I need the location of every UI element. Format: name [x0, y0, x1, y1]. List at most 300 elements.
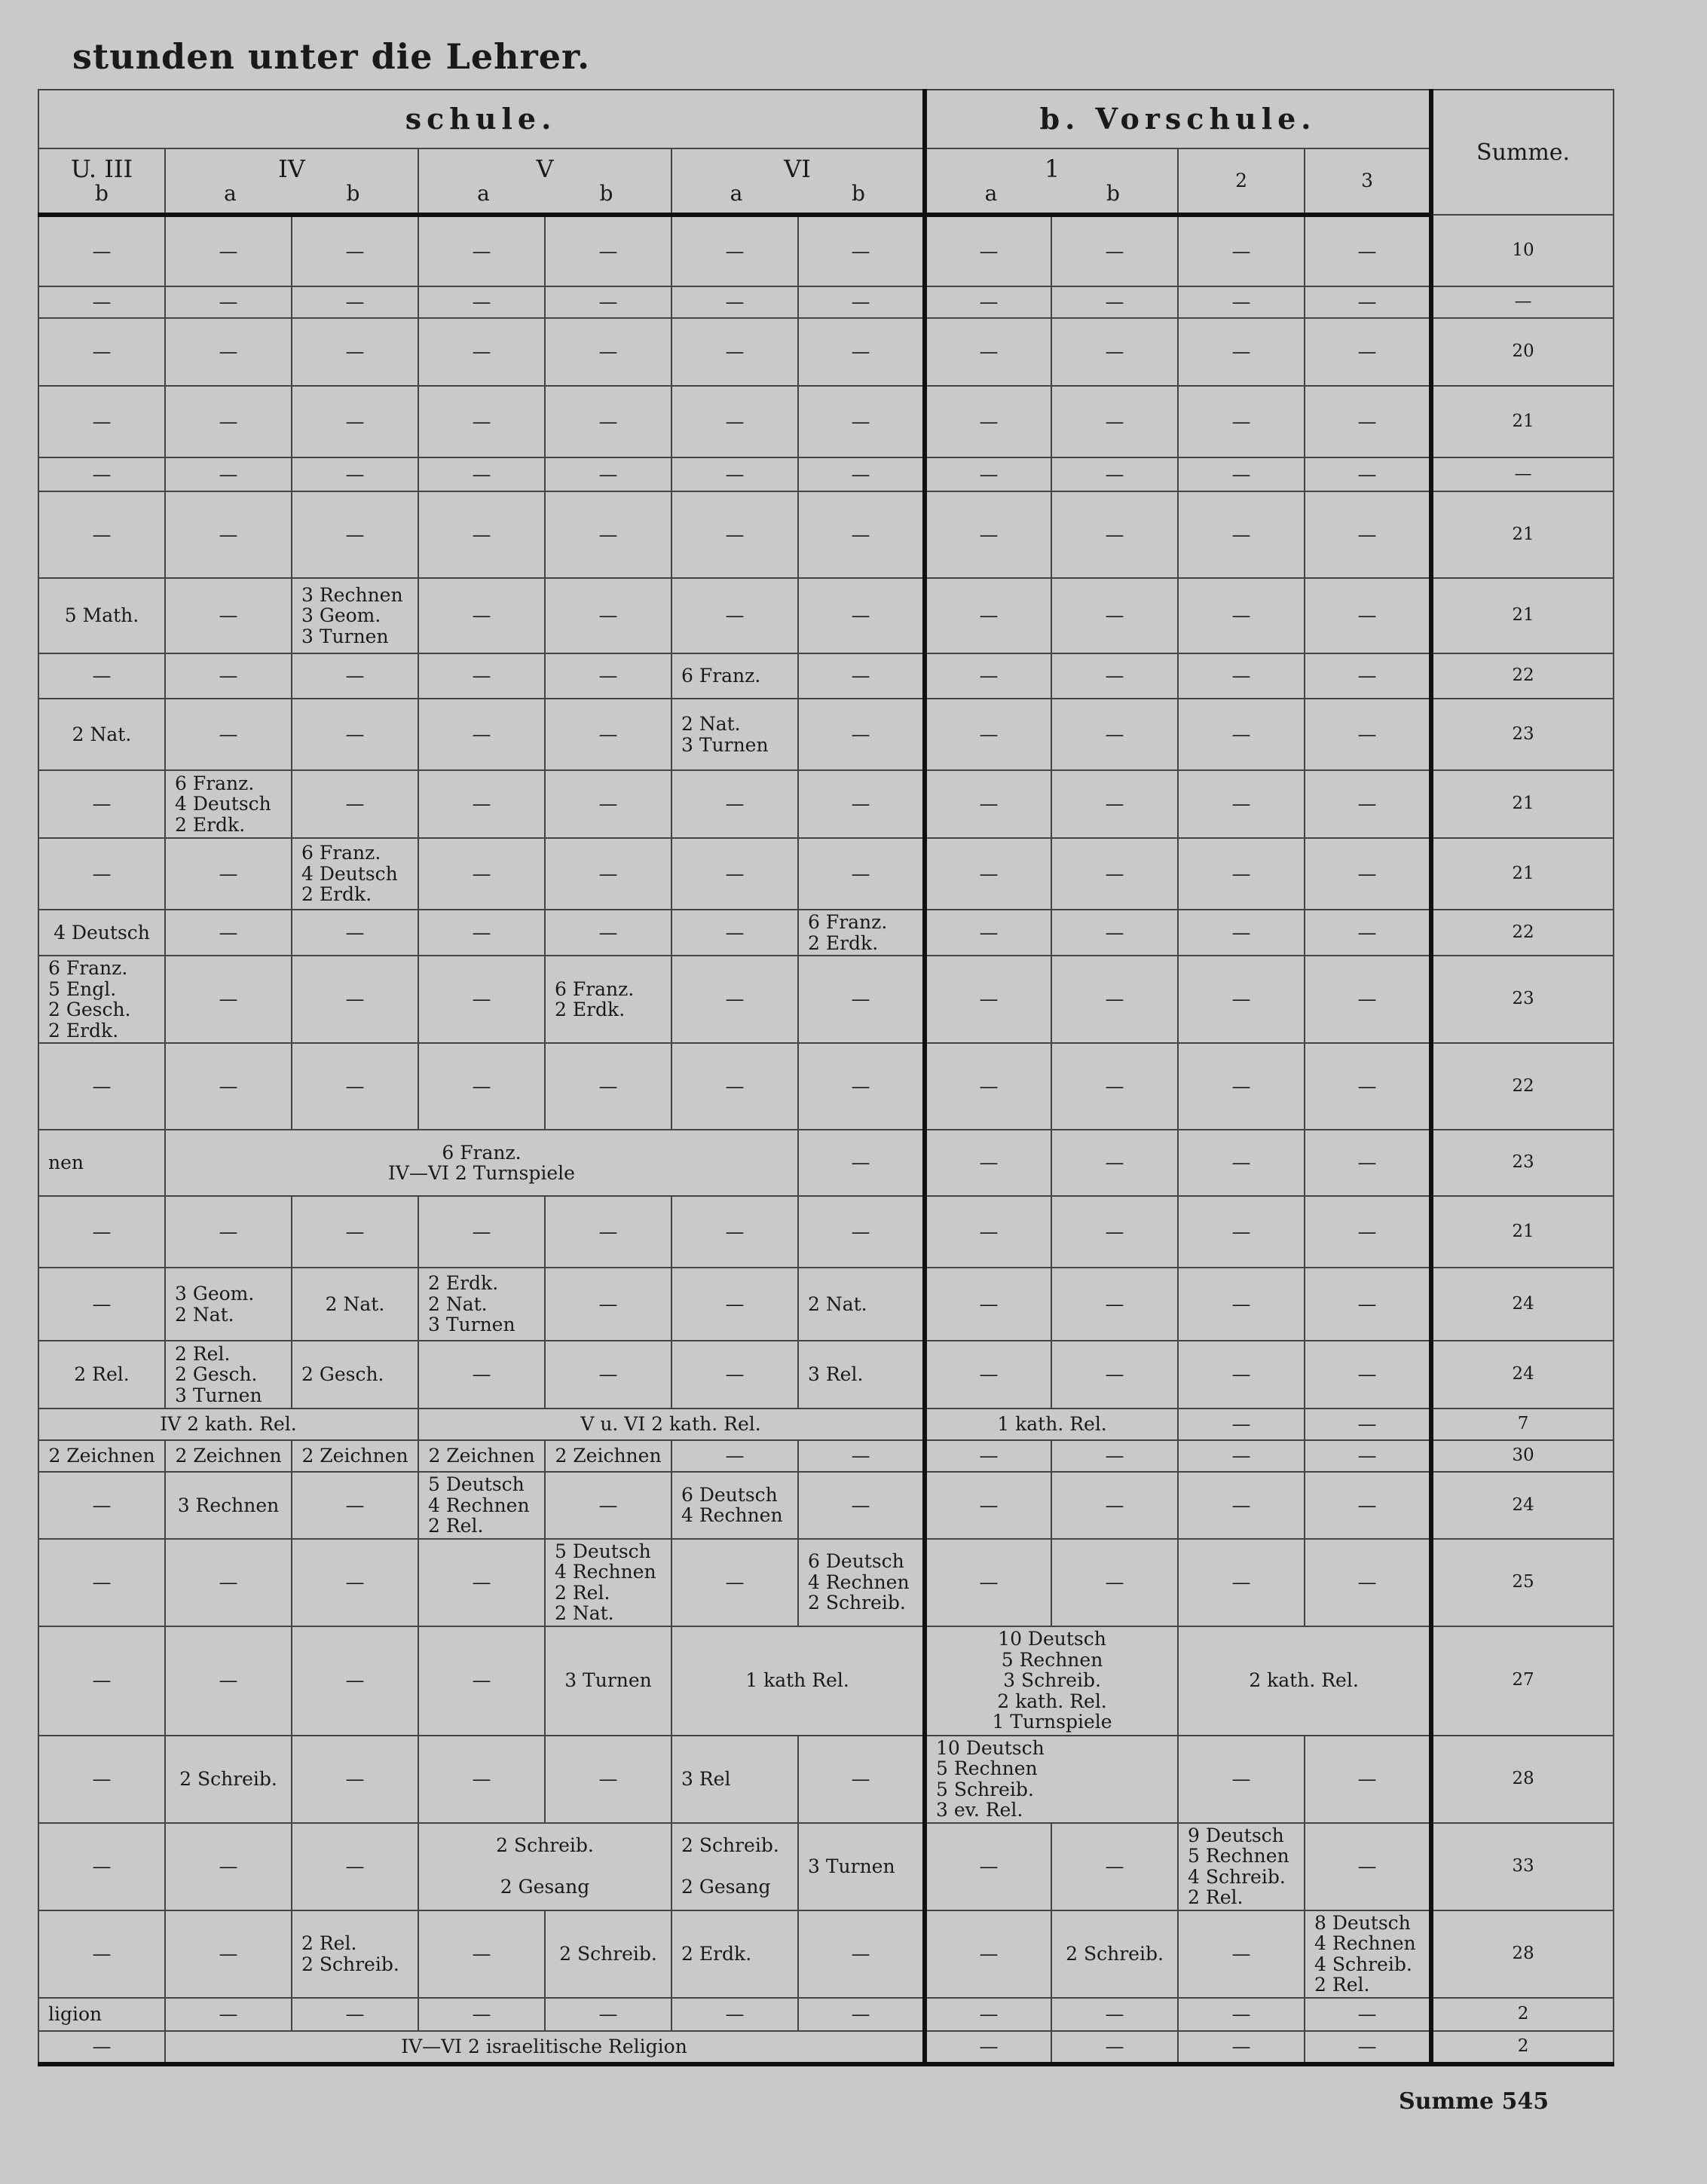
table-cell: —	[38, 386, 165, 457]
table-cell: —	[925, 2031, 1051, 2064]
table-cell: —	[1178, 1736, 1305, 1823]
table-row	[38, 1130, 1614, 1196]
table-cell: 2 Schreib. 2 Gesang	[418, 1823, 671, 1910]
table-cell: —	[671, 956, 798, 1043]
table-cell: —	[1051, 838, 1178, 910]
table-cell: —	[798, 318, 925, 386]
table-cell: —	[38, 457, 165, 491]
table-cell: —	[798, 386, 925, 457]
table-cell: —	[798, 1196, 925, 1268]
row-sum-cell: 24	[1431, 1268, 1614, 1341]
table-cell: 3 Rel	[671, 1736, 798, 1823]
table-cell: 6 Franz. 2 Erdk.	[545, 956, 671, 1043]
table-cell: —	[1305, 1196, 1431, 1268]
table-cell: 6 Franz. 4 Deutsch 2 Erdk.	[165, 770, 292, 838]
table-cell: —	[545, 386, 671, 457]
table-cell: —	[165, 910, 292, 956]
table-cell: —	[925, 838, 1051, 910]
teacher-hours-table	[38, 89, 1614, 2066]
table-cell: —	[418, 1736, 545, 1823]
table-cell: —	[165, 1196, 292, 1268]
table-cell: —	[1051, 956, 1178, 1043]
row-sum-cell: 23	[1431, 956, 1614, 1043]
table-cell: —	[545, 491, 671, 578]
table-cell: IV—VI 2 israelitische Religion	[165, 2031, 925, 2064]
table-cell: —	[1051, 1341, 1178, 1409]
table-cell: —	[1051, 286, 1178, 318]
table-cell: —	[418, 653, 545, 699]
table-cell: —	[1305, 838, 1431, 910]
table-cell: 2 Zeichnen	[38, 1440, 165, 1472]
header-vorschule-label: b. Vorschule.	[1039, 102, 1317, 136]
table-cell: —	[38, 1268, 165, 1341]
table-row	[38, 1823, 1614, 1910]
table-cell: —	[1178, 1998, 1305, 2031]
table-cell: —	[292, 1472, 418, 1539]
header-schule-label: schule.	[405, 102, 557, 136]
row-sum-cell: 27	[1431, 1626, 1614, 1736]
table-row	[38, 1626, 1614, 1736]
table-cell: —	[1178, 491, 1305, 578]
table-cell: —	[671, 491, 798, 578]
table-cell: —	[798, 1440, 925, 1472]
table-cell: —	[1051, 1043, 1178, 1130]
table-cell: —	[1178, 1539, 1305, 1626]
table-cell: —	[418, 1910, 545, 1998]
header-iv-a: a	[224, 181, 237, 206]
table-row	[38, 1043, 1614, 1130]
row-sum-cell: 23	[1431, 699, 1614, 770]
table-cell: —	[38, 1539, 165, 1626]
table-cell: —	[292, 653, 418, 699]
table-cell: —	[418, 1998, 545, 2031]
table-cell: —	[418, 457, 545, 491]
table-cell: —	[1305, 1472, 1431, 1539]
row-sum-cell: 2	[1431, 1998, 1614, 2031]
header-vs1-b: b	[1106, 181, 1120, 206]
table-cell: —	[165, 1910, 292, 1998]
header-vs1	[925, 148, 1178, 215]
table-cell: —	[1305, 1409, 1431, 1440]
table-cell: —	[925, 699, 1051, 770]
table-cell: —	[292, 1539, 418, 1626]
table-cell: —	[925, 1268, 1051, 1341]
row-sum-cell: 10	[1431, 215, 1614, 286]
table-cell: —	[925, 1043, 1051, 1130]
table-cell: —	[925, 1130, 1051, 1196]
table-cell: —	[292, 1626, 418, 1736]
table-cell: —	[925, 1998, 1051, 2031]
table-cell: —	[545, 215, 671, 286]
table-cell: —	[418, 1043, 545, 1130]
table-cell: —	[418, 770, 545, 838]
table-cell: 3 Turnen	[798, 1823, 925, 1910]
table-cell: —	[1305, 286, 1431, 318]
table-cell: —	[671, 1196, 798, 1268]
table-cell: —	[1178, 2031, 1305, 2064]
table-cell: —	[1305, 386, 1431, 457]
table-row	[38, 215, 1614, 286]
table-cell: 6 Franz. 5 Engl. 2 Gesch. 2 Erdk.	[38, 956, 165, 1043]
table-cell: —	[671, 910, 798, 956]
table-row	[38, 956, 1614, 1043]
table-cell: —	[165, 457, 292, 491]
table-row	[38, 838, 1614, 910]
table-cell: —	[925, 910, 1051, 956]
table-row	[38, 1472, 1614, 1539]
table-cell: 2 Schreib.	[165, 1736, 292, 1823]
table-cell: —	[165, 318, 292, 386]
table-cell: —	[671, 1440, 798, 1472]
table-cell: —	[545, 699, 671, 770]
table-cell: —	[292, 910, 418, 956]
table-row	[38, 699, 1614, 770]
table-cell: —	[798, 1472, 925, 1539]
table-row	[38, 1196, 1614, 1268]
row-sum-cell: 30	[1431, 1440, 1614, 1472]
table-cell: —	[165, 1998, 292, 2031]
table-row	[38, 491, 1614, 578]
table-cell: —	[38, 286, 165, 318]
table-cell: —	[1178, 386, 1305, 457]
table-cell: —	[418, 386, 545, 457]
table-cell: 2 Zeichnen	[165, 1440, 292, 1472]
table-cell: —	[165, 956, 292, 1043]
table-cell: —	[418, 286, 545, 318]
table-cell: —	[292, 286, 418, 318]
header-vs3: 3	[1305, 148, 1431, 215]
table-cell: 10 Deutsch 5 Rechnen 3 Schreib. 2 kath. Rel. 1 Turnspiele	[925, 1626, 1178, 1736]
table-cell: 2 Rel. 2 Gesch. 3 Turnen	[165, 1341, 292, 1409]
table-cell: —	[671, 1998, 798, 2031]
table-cell: 1 kath Rel.	[671, 1626, 925, 1736]
table-cell: IV 2 kath. Rel.	[38, 1409, 418, 1440]
table-cell: —	[1051, 1998, 1178, 2031]
row-sum-cell: 24	[1431, 1472, 1614, 1539]
table-cell: —	[38, 838, 165, 910]
table-cell: —	[1178, 457, 1305, 491]
table-cell: —	[1051, 457, 1178, 491]
table-cell: —	[1305, 653, 1431, 699]
table-cell: —	[292, 215, 418, 286]
table-cell: —	[925, 1341, 1051, 1409]
table-row	[38, 1736, 1614, 1823]
table-cell: —	[292, 318, 418, 386]
row-sum-cell: 21	[1431, 770, 1614, 838]
table-row	[38, 1409, 1614, 1440]
table-cell: —	[1051, 1472, 1178, 1539]
table-cell: —	[545, 1341, 671, 1409]
header-v-b: b	[599, 181, 613, 206]
table-cell: —	[1051, 770, 1178, 838]
table-cell: —	[165, 699, 292, 770]
table-cell: —	[925, 1539, 1051, 1626]
row-sum-cell: 21	[1431, 838, 1614, 910]
table-cell: —	[38, 1736, 165, 1823]
table-cell: 2 Nat.	[292, 1268, 418, 1341]
table-cell: —	[798, 1130, 925, 1196]
row-sum-cell: 23	[1431, 1130, 1614, 1196]
table-cell: —	[798, 770, 925, 838]
table-cell: 3 Rechnen	[165, 1472, 292, 1539]
table-cell: —	[165, 491, 292, 578]
table-cell: —	[1178, 1409, 1305, 1440]
table-row	[38, 770, 1614, 838]
table-cell: —	[1305, 2031, 1431, 2064]
table-cell: —	[798, 457, 925, 491]
table-cell: 2 Schreib.	[545, 1910, 671, 1998]
table-row	[38, 318, 1614, 386]
table-cell: —	[1305, 1539, 1431, 1626]
table-cell: 10 Deutsch 5 Rechnen 5 Schreib. 3 ev. Rel.	[925, 1736, 1178, 1823]
table-cell: —	[925, 770, 1051, 838]
table-cell: —	[671, 1268, 798, 1341]
table-cell: —	[545, 1043, 671, 1130]
table-cell: —	[292, 699, 418, 770]
table-cell: —	[925, 653, 1051, 699]
header-v-a: a	[477, 181, 490, 206]
table-cell: —	[38, 1196, 165, 1268]
table-cell: —	[38, 215, 165, 286]
table-cell: —	[38, 318, 165, 386]
table-cell: 2 Nat.	[38, 699, 165, 770]
header-iv-label: IV	[278, 154, 305, 183]
table-cell: 6 Franz. IV—VI 2 Turnspiele	[165, 1130, 798, 1196]
header-vi-b: b	[852, 181, 865, 206]
table-cell: —	[925, 578, 1051, 653]
table-cell: —	[925, 215, 1051, 286]
table-cell: 3 Rechnen 3 Geom. 3 Turnen	[292, 578, 418, 653]
table-cell: —	[798, 1998, 925, 2031]
row-sum-cell: 28	[1431, 1736, 1614, 1823]
table-cell: —	[671, 1341, 798, 1409]
table-cell: —	[671, 770, 798, 838]
table-cell: —	[38, 2031, 165, 2064]
table-cell: 8 Deutsch 4 Rechnen 4 Schreib. 2 Rel.	[1305, 1910, 1431, 1998]
header-schule	[38, 90, 925, 148]
table-cell: —	[1051, 1196, 1178, 1268]
row-sum-cell: 33	[1431, 1823, 1614, 1910]
table-cell: —	[1178, 1440, 1305, 1472]
header-iv-sub	[169, 182, 415, 206]
table-row	[38, 1998, 1614, 2031]
table-cell: —	[798, 956, 925, 1043]
table-cell: —	[38, 1823, 165, 1910]
table-cell: —	[1051, 653, 1178, 699]
header-vs1-sub	[930, 182, 1174, 206]
row-sum-cell: 25	[1431, 1539, 1614, 1626]
table-cell: —	[418, 578, 545, 653]
table-cell: —	[38, 1626, 165, 1736]
row-sum-cell: 21	[1431, 491, 1614, 578]
table-cell: —	[38, 1472, 165, 1539]
table-cell: —	[925, 318, 1051, 386]
table-cell: —	[1178, 910, 1305, 956]
row-sum-cell: —	[1431, 457, 1614, 491]
table-cell: —	[1178, 1472, 1305, 1539]
table-cell: —	[671, 215, 798, 286]
table-cell: —	[292, 491, 418, 578]
table-cell: —	[292, 1196, 418, 1268]
table-cell: 2 Erdk. 2 Nat. 3 Turnen	[418, 1268, 545, 1341]
table-cell: —	[671, 386, 798, 457]
header-u3-label: U. III	[70, 154, 133, 183]
table-cell: —	[545, 286, 671, 318]
table-cell: 6 Franz. 2 Erdk.	[798, 910, 925, 956]
table-cell: 3 Geom. 2 Nat.	[165, 1268, 292, 1341]
table-cell: —	[1178, 770, 1305, 838]
table-cell: —	[925, 386, 1051, 457]
table-cell: —	[798, 578, 925, 653]
table-cell: —	[1178, 699, 1305, 770]
table-cell: —	[925, 1440, 1051, 1472]
table-cell: 3 Turnen	[545, 1626, 671, 1736]
table-cell: 2 Nat.	[798, 1268, 925, 1341]
table-row	[38, 2031, 1614, 2064]
table-cell: —	[418, 956, 545, 1043]
table-cell: —	[292, 1043, 418, 1130]
row-sum-cell: 20	[1431, 318, 1614, 386]
table-cell: —	[418, 215, 545, 286]
table-cell: —	[925, 956, 1051, 1043]
table-row	[38, 1268, 1614, 1341]
table-cell: —	[1305, 491, 1431, 578]
table-cell: —	[545, 578, 671, 653]
table-cell: nen	[38, 1130, 165, 1196]
table-cell: 2 Schreib.	[1051, 1910, 1178, 1998]
table-cell: —	[671, 838, 798, 910]
header-vi-label: VI	[784, 154, 811, 183]
table-cell: —	[1305, 578, 1431, 653]
table-cell: —	[1305, 1998, 1431, 2031]
header-vs1-a: a	[984, 181, 998, 206]
header-u3-sub: b	[95, 181, 109, 206]
table-row	[38, 653, 1614, 699]
row-sum-cell: 22	[1431, 653, 1614, 699]
table-cell: —	[38, 491, 165, 578]
table-cell: —	[1178, 1043, 1305, 1130]
table-cell: —	[545, 1268, 671, 1341]
table-cell: 5 Math.	[38, 578, 165, 653]
table-cell: —	[165, 286, 292, 318]
table-row	[38, 910, 1614, 956]
table-cell: —	[418, 699, 545, 770]
table-cell: —	[925, 1472, 1051, 1539]
table-cell: —	[545, 318, 671, 386]
table-cell: —	[925, 1823, 1051, 1910]
table-cell: —	[1305, 910, 1431, 956]
header-vi-sub	[675, 182, 919, 206]
table-row	[38, 457, 1614, 491]
table-cell: —	[1051, 578, 1178, 653]
table-cell: —	[798, 838, 925, 910]
table-row	[38, 1440, 1614, 1472]
table-cell: —	[1178, 1130, 1305, 1196]
teacher-hours-table-container	[38, 89, 1613, 2066]
table-cell: 6 Franz.	[671, 653, 798, 699]
table-cell: —	[1305, 1823, 1431, 1910]
row-sum-cell: 7	[1431, 1409, 1614, 1440]
table-cell: —	[798, 1910, 925, 1998]
table-cell: —	[418, 838, 545, 910]
row-sum-cell: 21	[1431, 1196, 1614, 1268]
header-v-label: V	[536, 154, 554, 183]
table-cell: —	[418, 910, 545, 956]
table-cell: 5 Deutsch 4 Rechnen 2 Rel.	[418, 1472, 545, 1539]
row-sum-cell: 28	[1431, 1910, 1614, 1998]
table-cell: —	[38, 653, 165, 699]
header-u3	[38, 148, 165, 215]
table-cell: —	[165, 1823, 292, 1910]
table-cell: —	[38, 1043, 165, 1130]
table-cell: —	[1178, 318, 1305, 386]
table-cell: —	[292, 1823, 418, 1910]
table-cell: —	[38, 770, 165, 838]
table-row	[38, 1910, 1614, 1998]
table-cell: —	[545, 910, 671, 956]
table-cell: —	[798, 215, 925, 286]
table-cell: —	[1305, 1043, 1431, 1130]
total-sum: Summe 545	[1399, 2088, 1549, 2115]
table-cell: —	[545, 1196, 671, 1268]
table-cell: —	[165, 1539, 292, 1626]
table-cell: 2 Nat. 3 Turnen	[671, 699, 798, 770]
table-cell: 6 Franz. 4 Deutsch 2 Erdk.	[292, 838, 418, 910]
table-cell: —	[671, 318, 798, 386]
table-cell: —	[671, 457, 798, 491]
table-cell: —	[292, 770, 418, 838]
table-cell: —	[671, 578, 798, 653]
table-cell: —	[418, 1539, 545, 1626]
table-cell: 9 Deutsch 5 Rechnen 4 Schreib. 2 Rel.	[1178, 1823, 1305, 1910]
table-cell: —	[671, 286, 798, 318]
header-iv-b: b	[346, 181, 360, 206]
table-cell: —	[1305, 1130, 1431, 1196]
table-cell: —	[671, 1043, 798, 1130]
table-cell: —	[545, 770, 671, 838]
table-row	[38, 1341, 1614, 1409]
table-cell: ligion	[38, 1998, 165, 2031]
table-cell: —	[925, 491, 1051, 578]
table-cell: —	[418, 318, 545, 386]
table-cell: 3 Rel.	[798, 1341, 925, 1409]
table-cell: —	[1051, 910, 1178, 956]
table-cell: —	[1178, 1196, 1305, 1268]
header-iv	[165, 148, 418, 215]
header-vs2: 2	[1178, 148, 1305, 215]
table-cell: 6 Deutsch 4 Rechnen 2 Schreib.	[798, 1539, 925, 1626]
table-cell: —	[545, 653, 671, 699]
table-cell: —	[1178, 1268, 1305, 1341]
table-cell: 2 Rel. 2 Schreib.	[292, 1910, 418, 1998]
table-cell: —	[925, 286, 1051, 318]
table-cell: —	[798, 491, 925, 578]
table-cell: —	[165, 215, 292, 286]
table-cell: —	[798, 699, 925, 770]
table-cell: 5 Deutsch 4 Rechnen 2 Rel. 2 Nat.	[545, 1539, 671, 1626]
table-cell: —	[1178, 956, 1305, 1043]
table-cell: —	[671, 1539, 798, 1626]
table-cell: —	[1305, 318, 1431, 386]
table-cell: —	[1051, 1823, 1178, 1910]
table-cell: 1 kath. Rel.	[925, 1409, 1178, 1440]
header-vs1-label: 1	[1044, 154, 1060, 183]
table-cell: —	[1178, 578, 1305, 653]
table-cell: —	[925, 1196, 1051, 1268]
row-sum-cell: 21	[1431, 386, 1614, 457]
table-cell: 2 Gesch.	[292, 1341, 418, 1409]
table-cell: 2 Schreib. 2 Gesang	[671, 1823, 798, 1910]
